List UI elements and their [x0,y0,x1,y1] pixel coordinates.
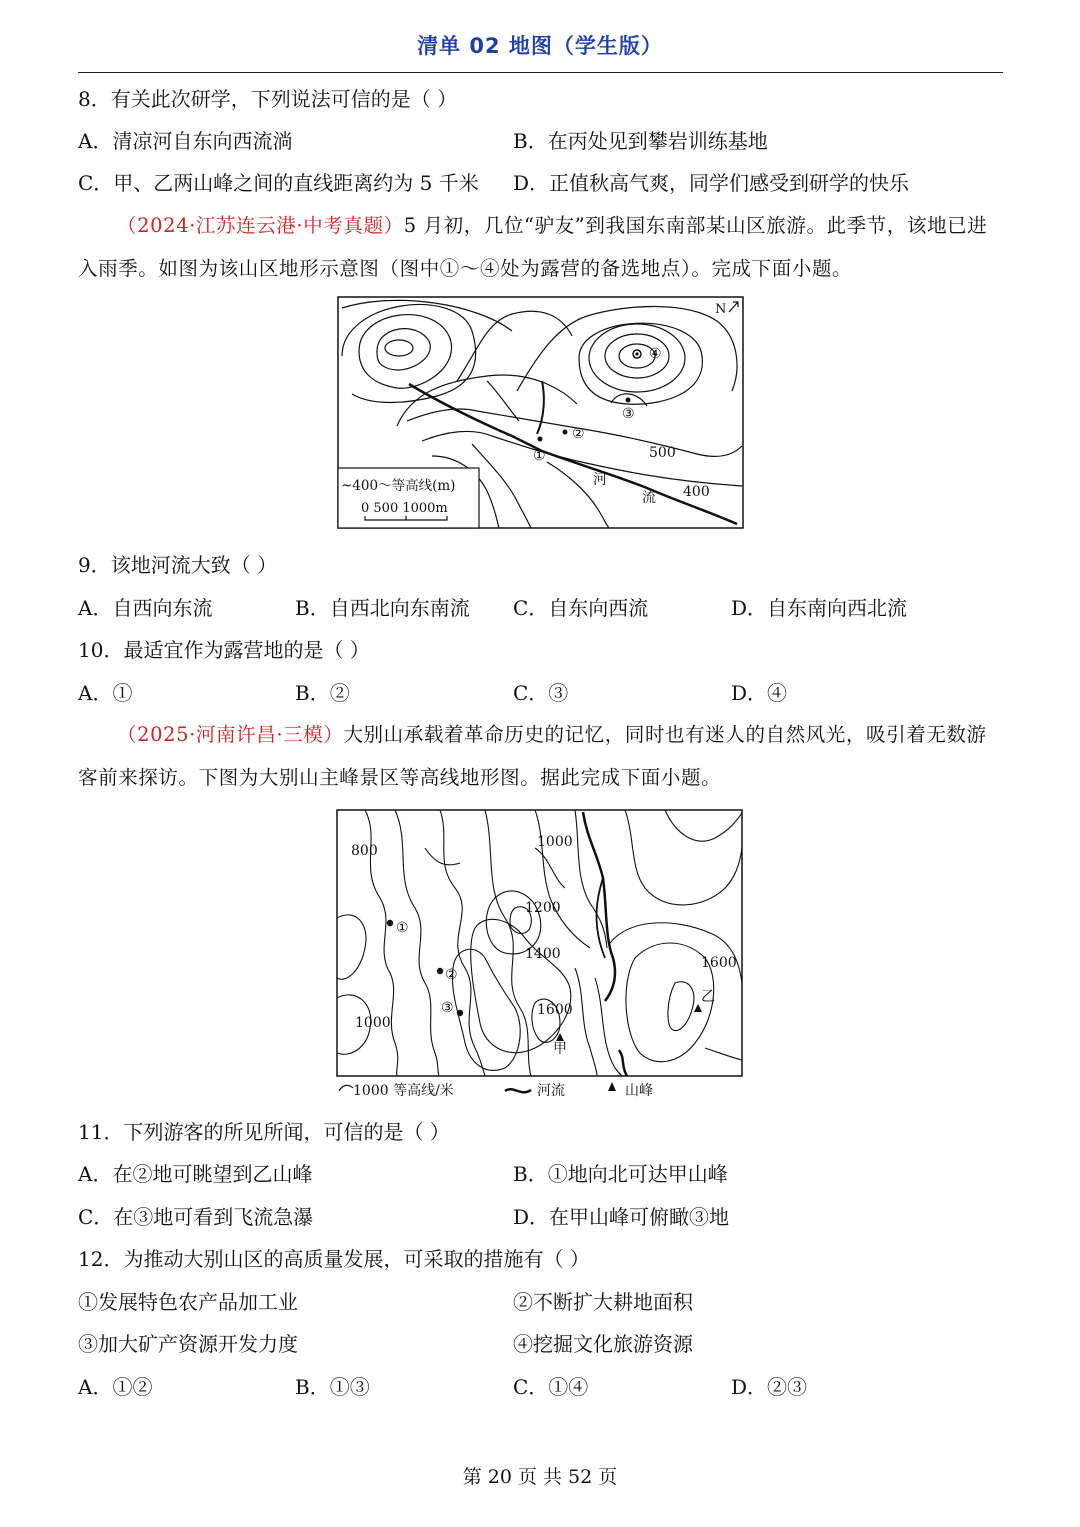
q10-option-c: C．③ [513,681,569,705]
q12-option-d: D．②③ [731,1375,808,1399]
map1-north-label: N [715,302,727,317]
q8-option-c: C．甲、乙两山峰之间的直线距离约为 5 千米 [78,171,479,195]
q10-option-a: A．① [78,681,133,705]
intro1-text: 5 月初，几位“驴友”到我国东南部某山区旅游。此季节，该地已进入雨季。如图为该山区地形示意图（图中①～④处为露营的备选地点）。完成下面小题。 [78,214,988,280]
map1-scale-text: 0 500 1000m [361,501,448,516]
intro1-source: （2024·江苏连云港·中考真题） [117,214,404,237]
map2-label-800: 800 [351,843,378,859]
q11-option-d: D．在甲山峰可俯瞰③地 [513,1205,730,1229]
intro-paragraph-2 [78,713,1003,799]
q12-statement-4: ④挖掘文化旅游资源 [513,1332,693,1356]
map2-label-1000-left: 1000 [355,1015,391,1031]
map1-site-4: ④ [649,346,662,362]
peak-legend-icon [608,1082,616,1091]
map1-river-char-1: 河 [593,472,607,488]
q9-option-a: A．自西向东流 [78,596,213,620]
map2-site-1: ① [396,920,409,936]
terrain-map-2 [335,808,745,1104]
map2-peak-jia-label: 甲 [553,1041,567,1057]
q8-stem: 8．有关此次研学，下列说法可信的是（ ） [78,87,458,111]
q8-option-d: D．正值秋高气爽，同学们感受到研学的快乐 [513,171,910,195]
terrain-map-1 [337,296,744,529]
map1-river-char-2: 流 [642,490,656,506]
q10-stem: 10．最适宜作为露营地的是（ ） [78,638,370,662]
q11-stem: 11．下列游客的所见所闻，可信的是（ ） [78,1120,450,1144]
q12-option-c: C．①④ [513,1375,589,1399]
q11-option-c: C．在③地可看到飞流急瀑 [78,1205,314,1229]
map1-legend-box [338,468,479,528]
q9-option-b: B．自西北向东南流 [295,596,470,620]
q8-option-a: A．清凉河自东向西流淌 [78,129,293,153]
q9-option-d: D．自东南向西北流 [731,596,908,620]
page-footer: 第 20 页 共 52 页 [462,1466,618,1488]
q12-option-b: B．①③ [295,1375,370,1399]
q12-stem: 12．为推动大别山区的高质量发展，可采取的措施有（ ） [78,1247,590,1271]
q12-statement-2: ②不断扩大耕地面积 [513,1290,693,1314]
map2-label-1600-right: 1600 [701,955,737,971]
header-divider [78,72,1003,73]
intro-paragraph-1 [78,204,1003,290]
map2-site-2: ② [445,967,458,983]
map2-label-1000-top: 1000 [537,834,573,850]
map1-site-2: ② [572,426,585,442]
map2-label-1600-center: 1600 [537,1002,573,1018]
intro2-text: 大别山承载着革命历史的记忆，同时也有迷人的自然风光，吸引着无数游客前来探访。下图为大别山主峰景区等高线地形图。据此完成下面小题。 [78,723,987,789]
q10-option-d: D．④ [731,681,788,705]
river-legend-icon [505,1089,531,1092]
q11-option-b: B．①地向北可达甲山峰 [513,1162,728,1186]
map2-legend-river: 河流 [537,1083,565,1099]
map2-label-1200: 1200 [525,900,561,916]
map2-legend-peak: 山峰 [625,1083,653,1099]
q10-option-b: B．② [295,681,350,705]
q12-statement-3: ③加大矿产资源开发力度 [78,1332,298,1356]
map2-label-1400: 1400 [525,946,561,962]
map1-contour-400-label: 400 [683,484,710,500]
map1-site-3: ③ [622,406,635,422]
q9-stem: 9．该地河流大致（ ） [78,553,278,577]
map1-site-1: ① [533,448,546,464]
intro2-source: （2025·河南许昌·三模） [117,723,344,746]
map2-site-3: ③ [441,1000,454,1016]
q9-option-c: C．自东向西流 [513,596,649,620]
contour-legend-icon [339,1085,353,1091]
q8-option-b: B．在丙处见到攀岩训练基地 [513,129,768,153]
q11-option-a: A．在②地可眺望到乙山峰 [78,1162,313,1186]
q12-option-a: A．①② [78,1375,153,1399]
map2-legend-contour: 1000 等高线/米 [353,1083,454,1099]
map2-peak-yi-label: 乙 [701,989,715,1005]
page-header-title: 清单 02 地图（学生版） [417,34,663,58]
q12-statement-1: ①发展特色农产品加工业 [78,1290,298,1314]
map1-legend-contour: ~400～等高线(m) [341,478,456,494]
map1-contour-500-label: 500 [649,445,676,461]
